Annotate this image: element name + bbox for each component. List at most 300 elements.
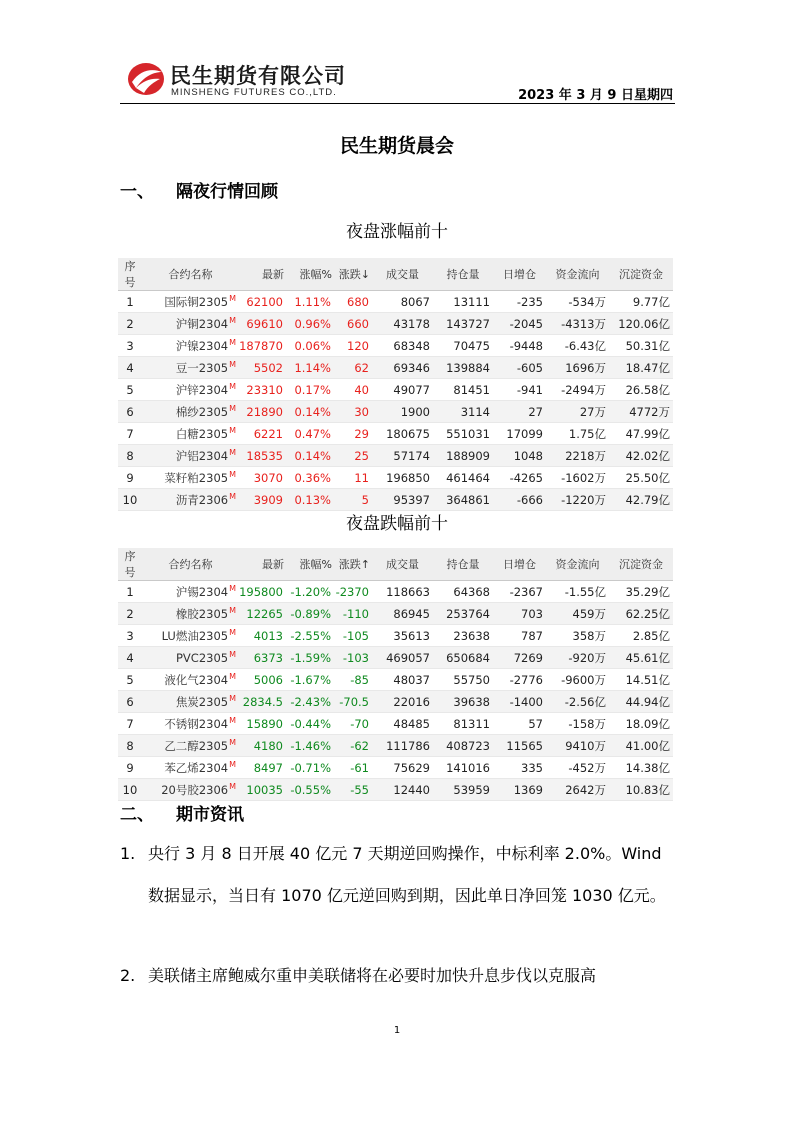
column-header[interactable]: 持仓量 (433, 548, 493, 581)
contract-name: 沪镍2304 (175, 338, 229, 353)
cell-pct: -2.55% (286, 625, 334, 647)
cell-name (142, 603, 239, 625)
news-text: 央行 3 月 8 日开展 40 亿元 7 天期逆回购操作，中标利率 2.0%。Wind 数据显示，当日有 1070 亿元逆回购到期，因此单日净回笼 1030 亿元。 (148, 844, 666, 905)
cell-name (142, 647, 239, 669)
cell-oi: 70475 (433, 335, 493, 357)
column-header[interactable]: 涨幅% (286, 548, 334, 581)
table-row[interactable] (118, 603, 673, 625)
column-header[interactable]: 合约名称 (142, 548, 239, 581)
cell-cap: 18.09亿 (609, 713, 673, 735)
main-contract-badge: M (229, 781, 236, 791)
cell-oi: 551031 (433, 423, 493, 445)
cell-last: 6221 (239, 423, 286, 445)
cell-chg: -2370 (334, 581, 372, 603)
cell-doi: -605 (493, 357, 546, 379)
column-header[interactable]: 持仓量 (433, 258, 493, 291)
column-header[interactable]: 日增仓 (493, 548, 546, 581)
contract-name: 菜籽粕2305 (164, 470, 229, 485)
contract-name: 不锈钢2304 (164, 716, 229, 731)
cell-oi: 23638 (433, 625, 493, 647)
cell-name (142, 581, 239, 603)
cell-cap: 2.85亿 (609, 625, 673, 647)
cell-vol: 35613 (372, 625, 433, 647)
cell-cap: 35.29亿 (609, 581, 673, 603)
cell-oi: 53959 (433, 779, 493, 801)
cell-name (142, 669, 239, 691)
cell-name (142, 445, 239, 467)
cell-chg: -110 (334, 603, 372, 625)
cell-chg: 30 (334, 401, 372, 423)
column-header[interactable]: 涨幅% (286, 258, 334, 291)
column-header[interactable]: 序号 (118, 548, 142, 581)
cell-chg: -103 (334, 647, 372, 669)
cell-name (142, 335, 239, 357)
cell-flow: 27万 (546, 401, 609, 423)
cell-chg: -70 (334, 713, 372, 735)
page-header (120, 52, 675, 104)
column-header[interactable]: 资金流向 (546, 258, 609, 291)
cell-no: 4 (118, 647, 142, 669)
cell-oi: 188909 (433, 445, 493, 467)
cell-doi: 1369 (493, 779, 546, 801)
cell-pct: 0.13% (286, 489, 334, 511)
cell-oi: 408723 (433, 735, 493, 757)
cell-chg: 29 (334, 423, 372, 445)
cell-no: 3 (118, 335, 142, 357)
table-row[interactable] (118, 779, 673, 801)
cell-last: 69610 (239, 313, 286, 335)
cell-pct: 0.06% (286, 335, 334, 357)
report-date: 2023 年 3 月 9 日星期四 (518, 88, 673, 103)
cell-doi: -666 (493, 489, 546, 511)
cell-last: 23310 (239, 379, 286, 401)
contract-name: 沪铝2304 (175, 448, 229, 463)
cell-last: 12265 (239, 603, 286, 625)
cell-name (142, 401, 239, 423)
contract-name: 棉纱2305 (175, 404, 229, 419)
cell-flow: 1696万 (546, 357, 609, 379)
cell-name (142, 379, 239, 401)
contract-name: 焦炭2305 (175, 694, 229, 709)
cell-no: 9 (118, 757, 142, 779)
cell-no: 6 (118, 691, 142, 713)
main-contract-badge: M (229, 447, 236, 457)
cell-no: 2 (118, 313, 142, 335)
cell-last: 6373 (239, 647, 286, 669)
cell-oi: 364861 (433, 489, 493, 511)
table-row[interactable] (118, 357, 673, 379)
cell-oi: 253764 (433, 603, 493, 625)
table-row[interactable] (118, 713, 673, 735)
cell-name (142, 313, 239, 335)
cell-chg: 40 (334, 379, 372, 401)
cell-cap: 4772万 (609, 401, 673, 423)
cell-cap: 9.77亿 (609, 291, 673, 313)
table-row[interactable] (118, 423, 673, 445)
cell-chg: 11 (334, 467, 372, 489)
cell-oi: 81311 (433, 713, 493, 735)
cell-last: 187870 (239, 335, 286, 357)
column-header[interactable]: 合约名称 (142, 258, 239, 291)
cell-vol: 49077 (372, 379, 433, 401)
section-number: 一、 (120, 182, 154, 202)
contract-name: PVC2305 (175, 650, 229, 665)
table-row[interactable] (118, 401, 673, 423)
cell-flow: -4313万 (546, 313, 609, 335)
column-header[interactable]: 成交量 (372, 548, 433, 581)
cell-doi: 27 (493, 401, 546, 423)
section-title: 期市资讯 (176, 805, 244, 825)
table-row[interactable] (118, 445, 673, 467)
cell-cap: 14.38亿 (609, 757, 673, 779)
cell-name (142, 291, 239, 313)
company-name-en: MINSHENG FUTURES CO.,LTD. (171, 87, 337, 98)
contract-name: LU燃油2305 (161, 628, 229, 643)
cell-doi: 17099 (493, 423, 546, 445)
cell-no: 10 (118, 779, 142, 801)
cell-doi: -2045 (493, 313, 546, 335)
cell-cap: 26.58亿 (609, 379, 673, 401)
cell-vol: 86945 (372, 603, 433, 625)
cell-pct: 0.36% (286, 467, 334, 489)
cell-oi: 13111 (433, 291, 493, 313)
cell-pct: 1.11% (286, 291, 334, 313)
cell-pct: 0.47% (286, 423, 334, 445)
contract-name: 液化气2304 (164, 672, 229, 687)
main-contract-badge: M (229, 671, 236, 681)
cell-no: 10 (118, 489, 142, 511)
cell-vol: 1900 (372, 401, 433, 423)
table-row[interactable] (118, 669, 673, 691)
cell-no: 2 (118, 603, 142, 625)
section-heading-1 (120, 177, 278, 202)
cell-flow: -452万 (546, 757, 609, 779)
main-contract-badge: M (229, 469, 236, 479)
contract-name: 豆一2305 (175, 360, 229, 375)
cell-oi: 139884 (433, 357, 493, 379)
cell-doi: 335 (493, 757, 546, 779)
column-header[interactable]: 涨跌↓ (334, 258, 372, 291)
cell-doi: 787 (493, 625, 546, 647)
cell-flow: -1.55亿 (546, 581, 609, 603)
cell-vol: 48037 (372, 669, 433, 691)
cell-pct: -0.44% (286, 713, 334, 735)
cell-chg: -105 (334, 625, 372, 647)
rise-table-title: 夜盘涨幅前十 (346, 222, 448, 242)
contract-name: 沥青2306 (175, 492, 229, 507)
company-logo (126, 56, 366, 102)
main-contract-badge: M (229, 583, 236, 593)
cell-vol: 57174 (372, 445, 433, 467)
cell-doi: -235 (493, 291, 546, 313)
main-contract-badge: M (229, 425, 236, 435)
cell-cap: 44.94亿 (609, 691, 673, 713)
cell-doi: 11565 (493, 735, 546, 757)
contract-name: 沪铜2304 (175, 316, 229, 331)
main-contract-badge: M (229, 759, 236, 769)
main-contract-badge: M (229, 650, 236, 660)
cell-chg: 120 (334, 335, 372, 357)
cell-flow: 459万 (546, 603, 609, 625)
cell-oi: 650684 (433, 647, 493, 669)
contract-name: 乙二醇2305 (164, 738, 229, 753)
column-header[interactable]: 序号 (118, 258, 142, 291)
cell-chg: 5 (334, 489, 372, 511)
section-number: 二、 (120, 805, 154, 825)
cell-last: 3909 (239, 489, 286, 511)
cell-oi: 141016 (433, 757, 493, 779)
news-item-2 (120, 955, 675, 997)
cell-last: 18535 (239, 445, 286, 467)
company-name-cn: 民生期货有限公司 (170, 64, 346, 88)
cell-vol: 8067 (372, 291, 433, 313)
cell-name (142, 467, 239, 489)
section-heading-2 (120, 800, 244, 825)
cell-no: 9 (118, 467, 142, 489)
cell-last: 15890 (239, 713, 286, 735)
page-number: 1 (393, 1025, 401, 1036)
cell-vol: 469057 (372, 647, 433, 669)
cell-pct: 0.14% (286, 445, 334, 467)
cell-pct: -0.55% (286, 779, 334, 801)
contract-name: 沪锌2304 (175, 382, 229, 397)
cell-no: 6 (118, 401, 142, 423)
cell-last: 5006 (239, 669, 286, 691)
cell-vol: 68348 (372, 335, 433, 357)
cell-no: 5 (118, 379, 142, 401)
cell-pct: 0.96% (286, 313, 334, 335)
cell-no: 4 (118, 357, 142, 379)
cell-name (142, 757, 239, 779)
table-row[interactable] (118, 467, 673, 489)
cell-doi: 57 (493, 713, 546, 735)
main-contract-badge: M (229, 491, 236, 501)
cell-last: 21890 (239, 401, 286, 423)
cell-name (142, 357, 239, 379)
cell-last: 8497 (239, 757, 286, 779)
document-title: 民生期货晨会 (339, 135, 454, 157)
cell-cap: 45.61亿 (609, 647, 673, 669)
cell-flow: 2218万 (546, 445, 609, 467)
cell-chg: 660 (334, 313, 372, 335)
column-header[interactable]: 资金流向 (546, 548, 609, 581)
main-contract-badge: M (229, 381, 236, 391)
cell-doi: -4265 (493, 467, 546, 489)
cell-cap: 42.79亿 (609, 489, 673, 511)
cell-doi: -1400 (493, 691, 546, 713)
cell-pct: -1.59% (286, 647, 334, 669)
cell-name (142, 625, 239, 647)
cell-vol: 180675 (372, 423, 433, 445)
cell-flow: -158万 (546, 713, 609, 735)
contract-name: 国际铜2305 (164, 294, 229, 309)
main-contract-badge: M (229, 359, 236, 369)
cell-no: 5 (118, 669, 142, 691)
table-row[interactable] (118, 291, 673, 313)
main-contract-badge: M (229, 293, 236, 303)
cell-pct: -2.43% (286, 691, 334, 713)
column-header[interactable]: 日增仓 (493, 258, 546, 291)
cell-vol: 69346 (372, 357, 433, 379)
cell-chg: -61 (334, 757, 372, 779)
cell-flow: -534万 (546, 291, 609, 313)
table-row[interactable] (118, 647, 673, 669)
cell-vol: 118663 (372, 581, 433, 603)
cell-vol: 48485 (372, 713, 433, 735)
news-number: 2. (120, 966, 136, 985)
cell-cap: 14.51亿 (609, 669, 673, 691)
column-header[interactable]: 成交量 (372, 258, 433, 291)
cell-name (142, 713, 239, 735)
cell-flow: -6.43亿 (546, 335, 609, 357)
cell-cap: 47.99亿 (609, 423, 673, 445)
table-header-row (118, 258, 673, 291)
header-divider (120, 103, 675, 104)
cell-flow: 358万 (546, 625, 609, 647)
column-header[interactable]: 沉淀资金 (609, 548, 673, 581)
cell-doi: -2776 (493, 669, 546, 691)
cell-pct: 0.17% (286, 379, 334, 401)
cell-oi: 143727 (433, 313, 493, 335)
cell-flow: -1220万 (546, 489, 609, 511)
cell-doi: -941 (493, 379, 546, 401)
cell-oi: 39638 (433, 691, 493, 713)
column-header[interactable]: 最新 (239, 548, 286, 581)
cell-name (142, 691, 239, 713)
table-row[interactable] (118, 691, 673, 713)
contract-name: 白糖2305 (175, 426, 229, 441)
main-contract-badge: M (229, 315, 236, 325)
cell-chg: -70.5 (334, 691, 372, 713)
cell-doi: 703 (493, 603, 546, 625)
cell-no: 1 (118, 291, 142, 313)
cell-cap: 25.50亿 (609, 467, 673, 489)
news-text: 美联储主席鲍威尔重申美联储将在必要时加快升息步伐以克服高 (148, 966, 597, 985)
cell-flow: -920万 (546, 647, 609, 669)
cell-pct: -0.89% (286, 603, 334, 625)
main-contract-badge: M (229, 403, 236, 413)
table-row[interactable] (118, 489, 673, 511)
cell-last: 195800 (239, 581, 286, 603)
cell-chg: -85 (334, 669, 372, 691)
cell-chg: 680 (334, 291, 372, 313)
cell-no: 8 (118, 735, 142, 757)
cell-name (142, 735, 239, 757)
table-row[interactable] (118, 581, 673, 603)
cell-last: 4180 (239, 735, 286, 757)
cell-cap: 18.47亿 (609, 357, 673, 379)
minsheng-logo-icon (126, 58, 166, 98)
cell-oi: 55750 (433, 669, 493, 691)
contract-name: 20号胶2306 (161, 782, 229, 797)
cell-last: 10035 (239, 779, 286, 801)
news-item-1 (120, 833, 675, 959)
cell-chg: 62 (334, 357, 372, 379)
table-row[interactable] (118, 757, 673, 779)
cell-chg: 25 (334, 445, 372, 467)
cell-pct: 0.14% (286, 401, 334, 423)
cell-last: 5502 (239, 357, 286, 379)
cell-name (142, 489, 239, 511)
cell-cap: 42.02亿 (609, 445, 673, 467)
cell-name (142, 779, 239, 801)
fall-top10-table (118, 548, 673, 801)
cell-flow: 2642万 (546, 779, 609, 801)
cell-oi: 3114 (433, 401, 493, 423)
cell-oi: 81451 (433, 379, 493, 401)
cell-pct: -0.71% (286, 757, 334, 779)
contract-name: 沪锡2304 (175, 584, 229, 599)
cell-pct: -1.20% (286, 581, 334, 603)
table-header-row (118, 548, 673, 581)
contract-name: 苯乙烯2304 (164, 760, 229, 775)
cell-pct: -1.67% (286, 669, 334, 691)
cell-doi: 7269 (493, 647, 546, 669)
cell-vol: 12440 (372, 779, 433, 801)
cell-vol: 95397 (372, 489, 433, 511)
cell-flow: -9600万 (546, 669, 609, 691)
main-contract-badge: M (229, 605, 236, 615)
column-header[interactable]: 最新 (239, 258, 286, 291)
cell-chg: -62 (334, 735, 372, 757)
rise-top10-table (118, 258, 673, 511)
cell-cap: 41.00亿 (609, 735, 673, 757)
cell-oi: 461464 (433, 467, 493, 489)
cell-cap: 10.83亿 (609, 779, 673, 801)
main-contract-badge: M (229, 737, 236, 747)
cell-vol: 22016 (372, 691, 433, 713)
cell-flow: -2494万 (546, 379, 609, 401)
cell-flow: -1602万 (546, 467, 609, 489)
cell-oi: 64368 (433, 581, 493, 603)
cell-last: 62100 (239, 291, 286, 313)
cell-doi: 1048 (493, 445, 546, 467)
table-row[interactable] (118, 313, 673, 335)
cell-cap: 120.06亿 (609, 313, 673, 335)
main-contract-badge: M (229, 337, 236, 347)
cell-flow: 1.75亿 (546, 423, 609, 445)
cell-pct: 1.14% (286, 357, 334, 379)
cell-last: 3070 (239, 467, 286, 489)
main-contract-badge: M (229, 715, 236, 725)
table-row[interactable] (118, 335, 673, 357)
cell-vol: 75629 (372, 757, 433, 779)
cell-no: 3 (118, 625, 142, 647)
contract-name: 橡胶2305 (175, 606, 229, 621)
column-header[interactable]: 涨跌↑ (334, 548, 372, 581)
cell-vol: 43178 (372, 313, 433, 335)
main-contract-badge: M (229, 693, 236, 703)
cell-pct: -1.46% (286, 735, 334, 757)
table-row[interactable] (118, 625, 673, 647)
cell-cap: 62.25亿 (609, 603, 673, 625)
cell-cap: 50.31亿 (609, 335, 673, 357)
table-row[interactable] (118, 379, 673, 401)
cell-name (142, 423, 239, 445)
main-contract-badge: M (229, 627, 236, 637)
table-row[interactable] (118, 735, 673, 757)
cell-chg: -55 (334, 779, 372, 801)
cell-doi: -2367 (493, 581, 546, 603)
cell-vol: 196850 (372, 467, 433, 489)
column-header[interactable]: 沉淀资金 (609, 258, 673, 291)
cell-doi: -9448 (493, 335, 546, 357)
cell-no: 8 (118, 445, 142, 467)
cell-last: 2834.5 (239, 691, 286, 713)
cell-vol: 111786 (372, 735, 433, 757)
news-number: 1. (120, 844, 136, 863)
cell-last: 4013 (239, 625, 286, 647)
